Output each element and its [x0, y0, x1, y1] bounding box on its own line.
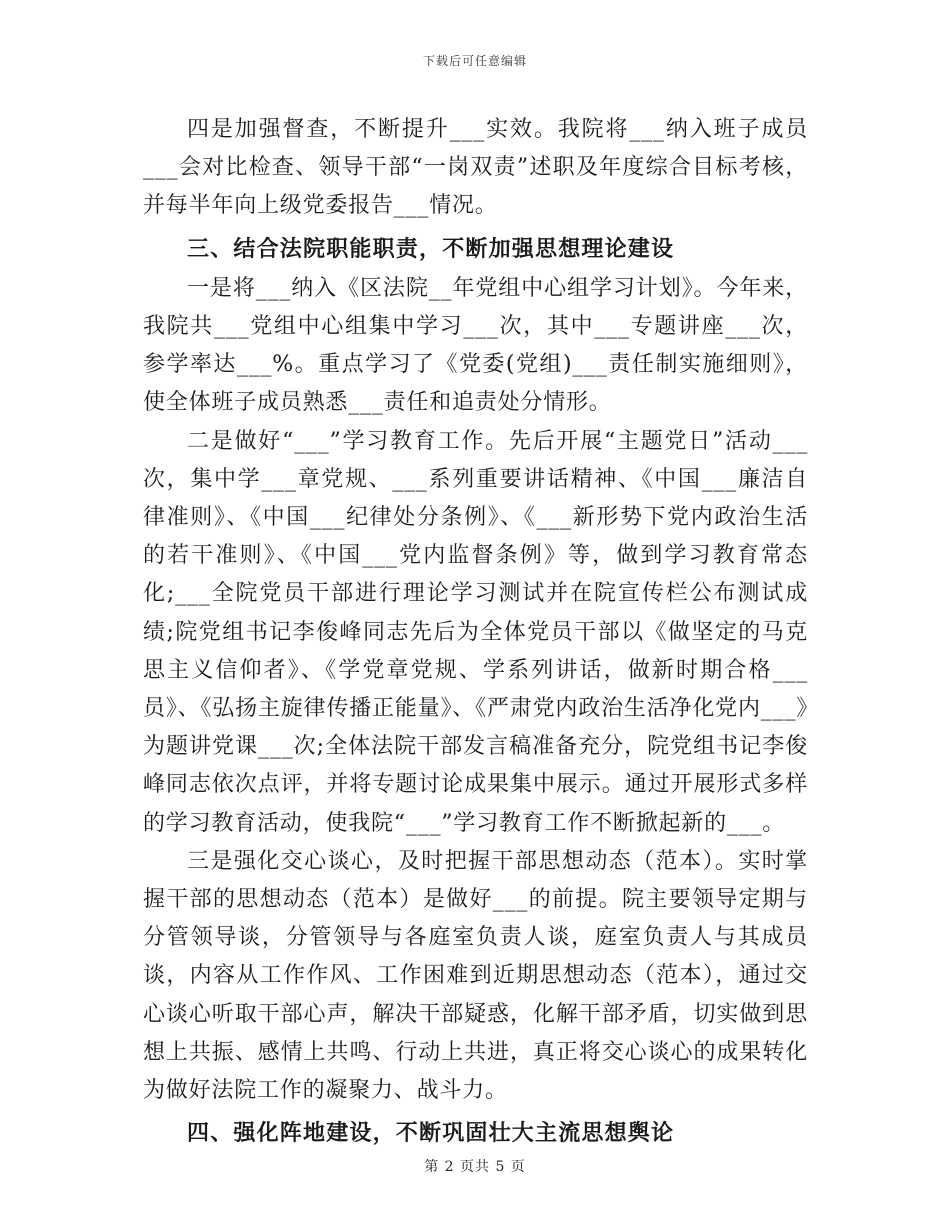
page-header: 下载后可任意编辑 [422, 54, 527, 68]
paragraph-education: 二是做好“___”学习教育工作。先后开展“主题党日”活动___次，集中学___章党规、___系列重要讲话精神、《中国___廉洁自律准则》、《中国___纪律处分条例》、《___新形势下党内政治生活的若干准则》、《中国___党内监督条例》等，做到学习教育常态化;___全院党员干部进行理论学习测试并在院宣传栏公布测试成绩;院党组书记李俊峰同志先后为全体党员干部以《做坚定的马克思主义信仰者》、《学党章党规、学系列讲话，做新时期合格___员》、《弘扬主旋律传播正能量》、《严肃党内政治生活净化党内___》为题讲党课___次;全体法院干部发言稿准备充分，院党组书记李俊峰同志依次点评，并将专题讨论成果集中展示。通过开展形式多样的学习教育活动，使我院“___”学习教育工作不断掀起新的___。 [143, 428, 808, 836]
paragraph-study-plan: 一是将___纳入《区法院__年党组中心组学习计划》。今年来，我院共___党组中心组集中学习___次，其中___专题讲座___次，参学率达___%。重点学习了《党委(党组)___责任制实施细则》，使全体班子成员熟悉___责任和追责处分情形。 [143, 275, 808, 416]
paragraph-heart-talk: 三是强化交心谈心，及时把握干部思想动态（范本）。实时掌握干部的思想动态（范本）是做好___的前提。院主要领导定期与分管领导谈，分管领导与各庭室负责人谈，庭室负责人与其成员谈，内容从工作作风、工作困难到近期思想动态（范本），通过交心谈心听取干部心声，解决干部疑惑，化解干部矛盾，切实做到思想上共振、感情上共鸣、行动上共进，真正将交心谈心的成果转化为做好法院工作的凝聚力、战斗力。 [143, 848, 808, 1104]
page-number: 第 2 页共 5 页 [424, 1159, 526, 1175]
document-body [143, 111, 808, 1152]
section-heading-3: 三、结合法院职能职责，不断加强思想理论建设 [187, 235, 675, 262]
paragraph-supervision: 四是加强督查，不断提升___实效。我院将___纳入班子成员___会对比检查、领导干部“一岗双责”述职及年度综合目标考核，并每半年向上级党委报告___情况。 [143, 117, 808, 219]
section-heading-4: 四、强化阵地建设，不断巩固壮大主流思想舆论 [187, 1120, 675, 1147]
